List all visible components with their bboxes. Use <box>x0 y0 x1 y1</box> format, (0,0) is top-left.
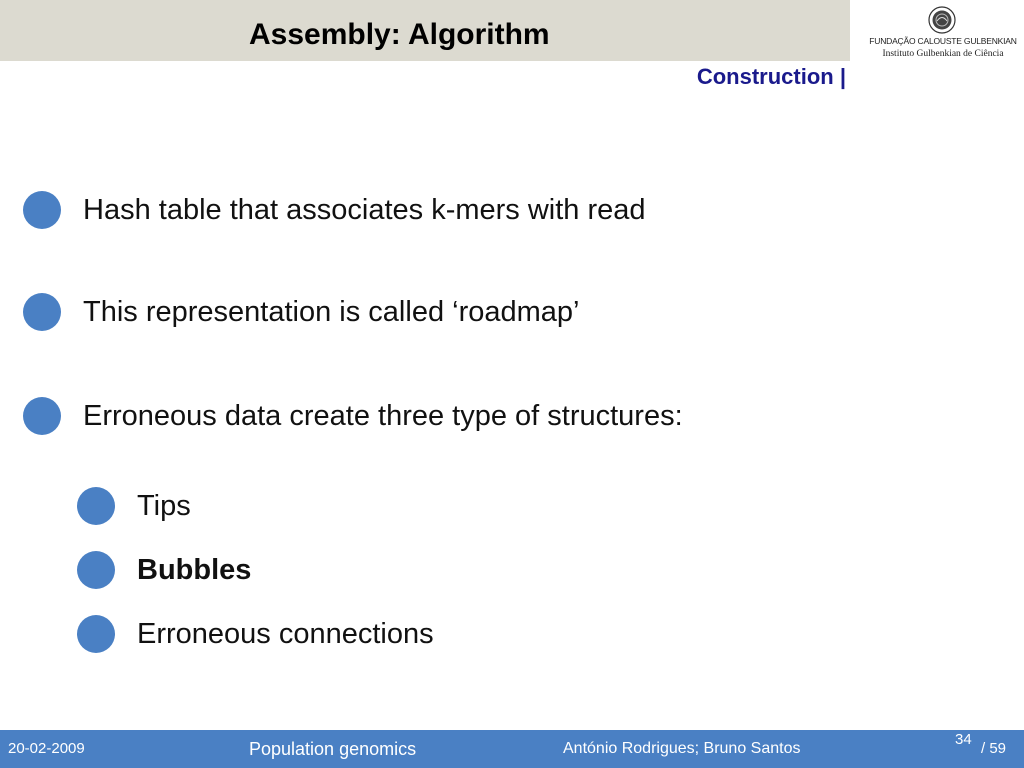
bullet-item <box>23 397 683 435</box>
bullet-dot-icon <box>23 293 61 331</box>
bullet-dot-icon <box>23 191 61 229</box>
bullet-dot-icon <box>77 487 115 525</box>
footer-course: Population genomics <box>249 739 417 759</box>
gulbenkian-logo <box>866 4 1020 62</box>
sub-bullet-item <box>77 615 434 653</box>
bullet-item <box>23 293 579 331</box>
footer-page-total: / 59 <box>981 740 1007 757</box>
sub-bullet-text-highlighted: Bubbles <box>137 554 252 586</box>
sub-bullet-item <box>77 551 251 589</box>
footer-page-number: 34 <box>955 731 972 748</box>
sub-bullet-text: Erroneous connections <box>137 618 434 650</box>
title-band <box>0 0 850 61</box>
slide-title: Assembly: Algorithm <box>249 18 550 51</box>
bullet-text: Hash table that associates k-mers with read <box>83 194 646 226</box>
bullet-text: Erroneous data create three type of structures: <box>83 400 683 432</box>
section-label: Construction | <box>696 64 846 89</box>
bullet-text: This representation is called ‘roadmap’ <box>83 296 580 328</box>
bullet-dot-icon <box>23 397 61 435</box>
seal-icon <box>928 6 956 34</box>
sub-bullet-text: Tips <box>137 490 191 522</box>
bullet-dot-icon <box>77 615 115 653</box>
bullet-dot-icon <box>77 551 115 589</box>
bullet-item <box>23 191 646 229</box>
footer-date: 20-02-2009 <box>8 740 85 757</box>
logo-foundation-name: FUNDAÇÃO CALOUSTE GULBENKIAN <box>869 36 1017 46</box>
footer-authors: António Rodrigues; Bruno Santos <box>563 740 801 757</box>
sub-bullet-item <box>77 487 191 525</box>
logo-institute-name: Instituto Gulbenkian de Ciência <box>882 49 1004 59</box>
footer-bar <box>0 730 1024 768</box>
